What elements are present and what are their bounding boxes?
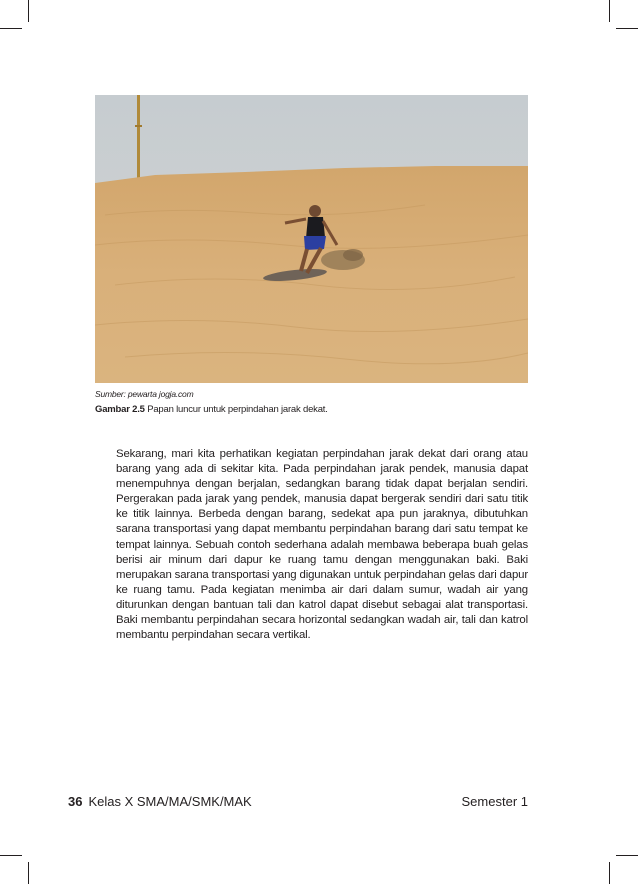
sandboarding-photo [95,95,528,383]
page-number: 36 [68,794,83,809]
crop-mark-top-left-v [28,0,29,22]
crop-mark-bottom-left-h [0,855,22,856]
crop-mark-top-left-h [0,28,22,29]
crop-mark-top-right-v [609,0,610,22]
semester-label: Semester 1 [461,794,528,809]
page-footer [68,794,528,809]
crop-mark-bottom-left-v [28,862,29,884]
figure-source: Sumber: pewarta jogja.com [95,389,194,399]
crop-mark-bottom-right-h [616,855,638,856]
crop-mark-top-right-h [616,28,638,29]
book-title: Kelas X SMA/MA/SMK/MAK [88,794,252,809]
caption-text: Papan luncur untuk perpindahan jarak dekat. [147,404,328,415]
crop-mark-bottom-right-v [609,862,610,884]
caption-number: Gambar 2.5 [95,404,145,415]
figure-caption [95,404,328,415]
body-paragraph: Sekarang, mari kita perhatikan kegiatan perpindahan jarak dekat dari orang atau barang yang ada di sekitar kita. Pada perpindahan jarak pendek, manusia dapat menempuhnya dengan berjalan, sedangkan barang tidak dapat berjalan sendiri. Pergerakan pada jarak yang pendek, manusia dapat bergerak sendiri dari satu titik ke titik lainnya. Berbeda dengan barang, sedekat apa pun jaraknya, dibutuhkan sarana transportasi yang dapat membantu perpindahan barang dari satu tempat ke tempat lainnya. Sebuah contoh sederhana adalah membawa beberapa buah gelas berisi air minum dari dapur ke ruang tamu dengan menggunakan baki. Baki merupakan sarana transportasi yang digunakan untuk perpindahan gelas dari dapur ke ruang tamu. Pada kegiatan menimba air dari dalam sumur, wadah air yang diturunkan dengan bantuan tali dan katrol dapat disebut sebagai alat transportasi. Baki membantu perpindahan secara horizontal sedangkan wadah air, tali dan katrol membantu perpindahan secara vertikal. [116,448,528,642]
